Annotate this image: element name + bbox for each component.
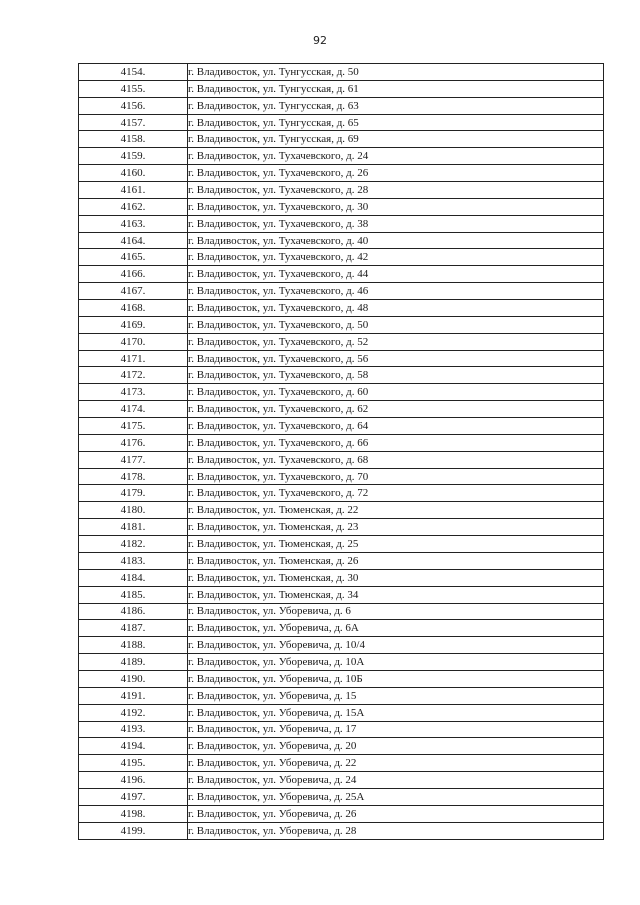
row-number: 4170.	[79, 333, 188, 350]
table-row	[79, 586, 604, 603]
table-row	[79, 97, 604, 114]
row-address: г. Владивосток, ул. Тухачевского, д. 70	[188, 468, 604, 485]
table-row	[79, 114, 604, 131]
table-row	[79, 249, 604, 266]
row-address: г. Владивосток, ул. Тухачевского, д. 24	[188, 148, 604, 165]
row-number: 4171.	[79, 350, 188, 367]
row-number: 4157.	[79, 114, 188, 131]
table-row	[79, 485, 604, 502]
row-address: г. Владивосток, ул. Уборевича, д. 20	[188, 738, 604, 755]
table-row	[79, 401, 604, 418]
row-address: г. Владивосток, ул. Уборевича, д. 17	[188, 721, 604, 738]
table-row	[79, 232, 604, 249]
row-number: 4195.	[79, 755, 188, 772]
row-address: г. Владивосток, ул. Уборевича, д. 22	[188, 755, 604, 772]
table-row	[79, 822, 604, 839]
row-number: 4166.	[79, 266, 188, 283]
row-number: 4190.	[79, 670, 188, 687]
row-address: г. Владивосток, ул. Тухачевского, д. 64	[188, 418, 604, 435]
table-row	[79, 215, 604, 232]
table-row	[79, 519, 604, 536]
row-number: 4184.	[79, 569, 188, 586]
table-row	[79, 451, 604, 468]
row-number: 4156.	[79, 97, 188, 114]
row-number: 4158.	[79, 131, 188, 148]
row-number: 4172.	[79, 367, 188, 384]
table-row	[79, 637, 604, 654]
row-number: 4174.	[79, 401, 188, 418]
row-number: 4164.	[79, 232, 188, 249]
row-number: 4187.	[79, 620, 188, 637]
row-address: г. Владивосток, ул. Уборевича, д. 6А	[188, 620, 604, 637]
row-number: 4176.	[79, 434, 188, 451]
table-row	[79, 704, 604, 721]
row-number: 4154.	[79, 64, 188, 81]
row-address: г. Владивосток, ул. Уборевича, д. 28	[188, 822, 604, 839]
table-row	[79, 755, 604, 772]
row-number: 4167.	[79, 283, 188, 300]
row-number: 4177.	[79, 451, 188, 468]
row-address: г. Владивосток, ул. Уборевича, д. 10Б	[188, 670, 604, 687]
table-row	[79, 283, 604, 300]
row-number: 4198.	[79, 805, 188, 822]
row-address: г. Владивосток, ул. Тюменская, д. 23	[188, 519, 604, 536]
table-row	[79, 300, 604, 317]
table-row	[79, 788, 604, 805]
row-address: г. Владивосток, ул. Тухачевского, д. 58	[188, 367, 604, 384]
row-address: г. Владивосток, ул. Тюменская, д. 22	[188, 502, 604, 519]
row-number: 4191.	[79, 687, 188, 704]
row-number: 4192.	[79, 704, 188, 721]
row-number: 4163.	[79, 215, 188, 232]
row-address: г. Владивосток, ул. Тухачевского, д. 56	[188, 350, 604, 367]
table-row	[79, 198, 604, 215]
row-number: 4155.	[79, 80, 188, 97]
row-address: г. Владивосток, ул. Тунгусская, д. 63	[188, 97, 604, 114]
row-address: г. Владивосток, ул. Тухачевского, д. 26	[188, 165, 604, 182]
row-address: г. Владивосток, ул. Тухачевского, д. 68	[188, 451, 604, 468]
row-number: 4180.	[79, 502, 188, 519]
row-number: 4165.	[79, 249, 188, 266]
row-address: г. Владивосток, ул. Тунгусская, д. 65	[188, 114, 604, 131]
table-row	[79, 670, 604, 687]
table-row	[79, 367, 604, 384]
table-row	[79, 350, 604, 367]
table-row	[79, 738, 604, 755]
row-address: г. Владивосток, ул. Тухачевского, д. 44	[188, 266, 604, 283]
table-row	[79, 654, 604, 671]
table-row	[79, 502, 604, 519]
table-row	[79, 721, 604, 738]
row-address: г. Владивосток, ул. Тунгусская, д. 69	[188, 131, 604, 148]
table-row	[79, 384, 604, 401]
row-address: г. Владивосток, ул. Тухачевского, д. 38	[188, 215, 604, 232]
row-address: г. Владивосток, ул. Уборевича, д. 10/4	[188, 637, 604, 654]
table-row	[79, 165, 604, 182]
row-number: 4186.	[79, 603, 188, 620]
row-address: г. Владивосток, ул. Уборевича, д. 24	[188, 772, 604, 789]
table-row	[79, 131, 604, 148]
table-row	[79, 552, 604, 569]
table-row	[79, 772, 604, 789]
row-address: г. Владивосток, ул. Тухачевского, д. 46	[188, 283, 604, 300]
row-number: 4173.	[79, 384, 188, 401]
row-address: г. Владивосток, ул. Тухачевского, д. 60	[188, 384, 604, 401]
table-row	[79, 805, 604, 822]
row-address: г. Владивосток, ул. Уборевича, д. 25А	[188, 788, 604, 805]
row-address: г. Владивосток, ул. Уборевича, д. 6	[188, 603, 604, 620]
table-row	[79, 316, 604, 333]
row-address: г. Владивосток, ул. Тухачевского, д. 48	[188, 300, 604, 317]
row-address: г. Владивосток, ул. Тухачевского, д. 30	[188, 198, 604, 215]
row-address: г. Владивосток, ул. Уборевича, д. 15А	[188, 704, 604, 721]
table-row	[79, 620, 604, 637]
row-address: г. Владивосток, ул. Тухачевского, д. 40	[188, 232, 604, 249]
table-row	[79, 418, 604, 435]
table-row	[79, 687, 604, 704]
row-number: 4178.	[79, 468, 188, 485]
row-address: г. Владивосток, ул. Тухачевского, д. 50	[188, 316, 604, 333]
row-number: 4193.	[79, 721, 188, 738]
row-address: г. Владивосток, ул. Тюменская, д. 26	[188, 552, 604, 569]
row-number: 4189.	[79, 654, 188, 671]
row-number: 4196.	[79, 772, 188, 789]
row-address: г. Владивосток, ул. Тунгусская, д. 50	[188, 64, 604, 81]
address-table	[78, 63, 604, 840]
row-number: 4182.	[79, 536, 188, 553]
row-address: г. Владивосток, ул. Уборевича, д. 15	[188, 687, 604, 704]
row-number: 4199.	[79, 822, 188, 839]
row-number: 4161.	[79, 182, 188, 199]
row-number: 4188.	[79, 637, 188, 654]
row-address: г. Владивосток, ул. Тухачевского, д. 28	[188, 182, 604, 199]
row-number: 4183.	[79, 552, 188, 569]
table-row	[79, 182, 604, 199]
row-address: г. Владивосток, ул. Уборевича, д. 26	[188, 805, 604, 822]
table-row	[79, 468, 604, 485]
table-row	[79, 536, 604, 553]
row-address: г. Владивосток, ул. Тюменская, д. 30	[188, 569, 604, 586]
row-address: г. Владивосток, ул. Тухачевского, д. 72	[188, 485, 604, 502]
row-address: г. Владивосток, ул. Тухачевского, д. 52	[188, 333, 604, 350]
row-address: г. Владивосток, ул. Тухачевского, д. 42	[188, 249, 604, 266]
row-number: 4162.	[79, 198, 188, 215]
page-number: 92	[313, 34, 327, 47]
row-address: г. Владивосток, ул. Тунгусская, д. 61	[188, 80, 604, 97]
row-number: 4197.	[79, 788, 188, 805]
row-address: г. Владивосток, ул. Тухачевского, д. 62	[188, 401, 604, 418]
row-number: 4185.	[79, 586, 188, 603]
row-number: 4159.	[79, 148, 188, 165]
row-address: г. Владивосток, ул. Тюменская, д. 34	[188, 586, 604, 603]
table-row	[79, 333, 604, 350]
table-row	[79, 569, 604, 586]
row-address: г. Владивосток, ул. Тухачевского, д. 66	[188, 434, 604, 451]
table-row	[79, 64, 604, 81]
row-address: г. Владивосток, ул. Уборевича, д. 10А	[188, 654, 604, 671]
row-address: г. Владивосток, ул. Тюменская, д. 25	[188, 536, 604, 553]
row-number: 4168.	[79, 300, 188, 317]
row-number: 4181.	[79, 519, 188, 536]
address-table-body	[79, 64, 604, 840]
table-row	[79, 80, 604, 97]
row-number: 4160.	[79, 165, 188, 182]
table-row	[79, 266, 604, 283]
row-number: 4169.	[79, 316, 188, 333]
table-row	[79, 148, 604, 165]
table-row	[79, 603, 604, 620]
row-number: 4175.	[79, 418, 188, 435]
table-row	[79, 434, 604, 451]
row-number: 4194.	[79, 738, 188, 755]
row-number: 4179.	[79, 485, 188, 502]
